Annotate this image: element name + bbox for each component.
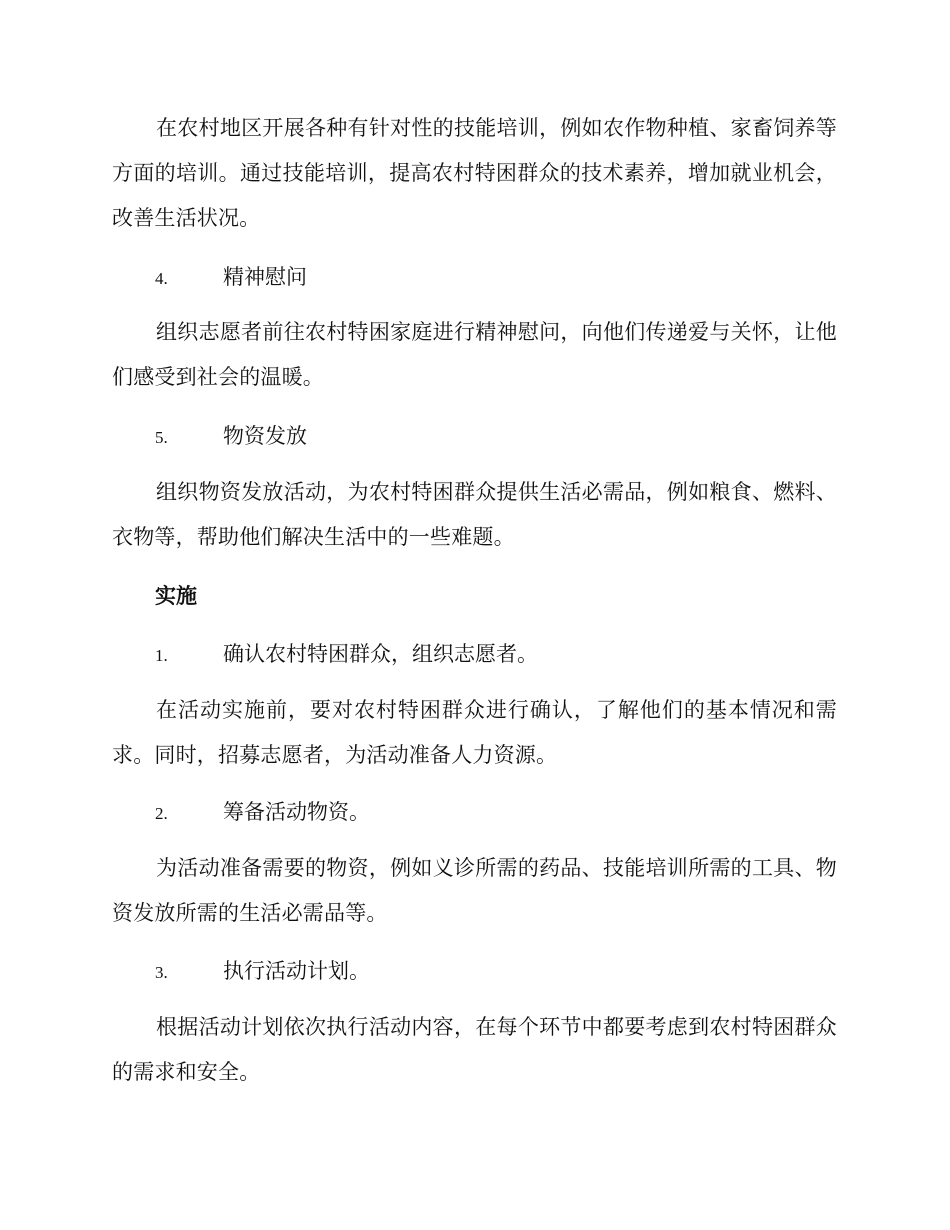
paragraph-confirm: 在活动实施前，要对农村特困群众进行确认，了解他们的基本情况和需求。同时，招募志愿者，为活动准备人力资源。	[112, 698, 837, 767]
list-item-label: 确认农村特困群众，组织志愿者。	[223, 642, 538, 666]
list-item-label: 执行活动计划。	[223, 959, 370, 983]
list-item-number: 4.	[155, 269, 168, 288]
list-item-execute-plan	[155, 956, 370, 988]
list-item-number: 2.	[155, 804, 168, 823]
list-item-label: 物资发放	[223, 424, 307, 448]
paragraph-skill-training: 在农村地区开展各种有针对性的技能培训，例如农作物种植、家畜饲养等方面的培训。通过技能培训，提高农村特困群众的技术素养，增加就业机会，改善生活状况。	[112, 116, 837, 230]
list-item-confirm	[155, 639, 538, 671]
list-item-number: 3.	[155, 963, 168, 982]
paragraph-spiritual-comfort: 组织志愿者前往农村特困家庭进行精神慰问，向他们传递爱与关怀，让他们感受到社会的温暖。	[112, 320, 837, 389]
paragraph-execute-plan: 根据活动计划依次执行活动内容，在每个环节中都要考虑到农村特困群众的需求和安全。	[112, 1015, 837, 1084]
list-item-prepare-materials	[155, 797, 370, 829]
list-item-number: 1.	[155, 646, 168, 665]
list-item-spiritual-comfort	[155, 262, 307, 294]
paragraph-prepare-materials: 为活动准备需要的物资，例如义诊所需的药品、技能培训所需的工具、物资发放所需的生活必需品等。	[112, 856, 837, 925]
list-item-label: 精神慰问	[223, 265, 307, 289]
list-item-label: 筹备活动物资。	[223, 800, 370, 824]
list-item-material-distribution	[155, 421, 307, 453]
list-item-number: 5.	[155, 428, 168, 447]
section-heading-implementation: 实施	[155, 584, 197, 608]
paragraph-material-distribution: 组织物资发放活动，为农村特困群众提供生活必需品，例如粮食、燃料、衣物等，帮助他们解决生活中的一些难题。	[112, 480, 837, 549]
